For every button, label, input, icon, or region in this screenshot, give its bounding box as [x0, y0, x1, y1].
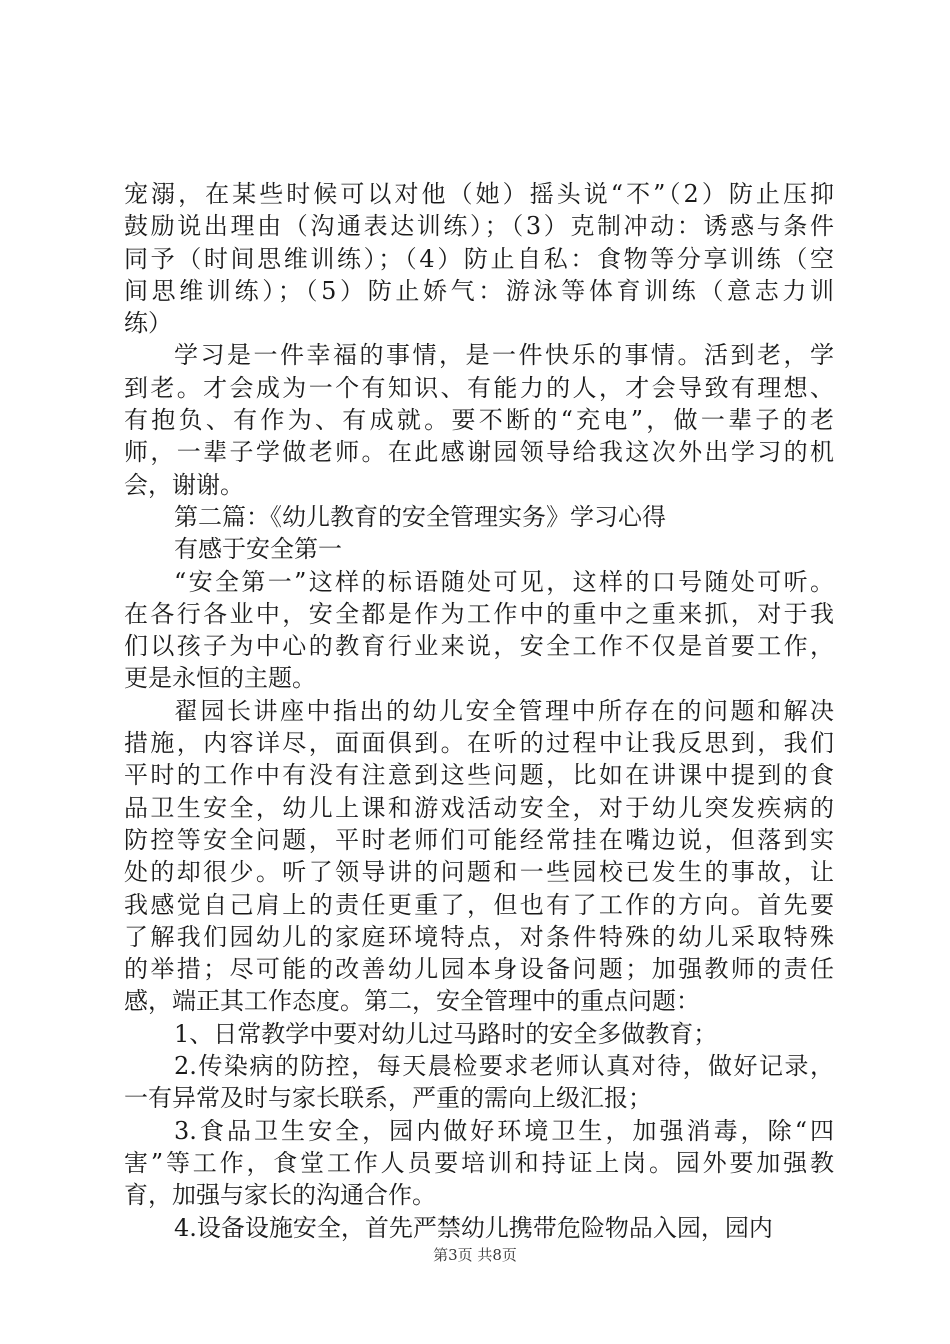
text-line: 有感于安全第一	[174, 535, 342, 564]
text-line: 4.设备设施安全，首先严禁幼儿携带危险物品入园，园内	[174, 1213, 773, 1242]
paragraph-p1	[124, 178, 834, 339]
paragraph-p10	[124, 1212, 834, 1244]
text-line: 更是永恒的主题。	[124, 664, 316, 693]
text-line: 措施，内容详尽，面面俱到。在听的过程中让我反思到，我们	[124, 729, 834, 758]
paragraph-p8	[124, 1050, 834, 1115]
text-line: 了解我们园幼儿的家庭环境特点，对条件特殊的幼儿采取特殊	[124, 922, 834, 951]
text-line: 宠溺，在某些时候可以对他（她）摇头说“不”（2）防止压抑	[124, 180, 834, 208]
text-line: 2.传染病的防控，每天晨检要求老师认真对待，做好记录，	[174, 1052, 834, 1081]
text-line: 翟园长讲座中指出的幼儿安全管理中所存在的问题和解决	[174, 696, 834, 725]
text-line: 到老。才会成为一个有知识、有能力的人，才会导致有理想、	[124, 373, 834, 402]
text-line: 有抱负、有作为、有成就。要不断的“充电”，做一辈子的老	[124, 406, 834, 435]
text-line: 害”等工作，食堂工作人员要培训和持证上岗。园外要加强教	[124, 1148, 834, 1177]
text-line: 3.食品卫生安全，园内做好环境卫生，加强消毒，除“四	[174, 1116, 834, 1145]
text-line: 感，端正其工作态度。第二，安全管理中的重点问题：	[124, 987, 700, 1016]
text-line: 防控等安全问题，平时老师们可能经常挂在嘴边说，但落到实	[124, 825, 834, 854]
page-footer: 第3页 共8页	[433, 1246, 517, 1264]
text-line: 同予（时间思维训练）；（4）防止自私：食物等分享训练（空	[124, 244, 834, 273]
text-line: 在各行各业中，安全都是作为工作中的重中之重来抓，对于我	[124, 599, 834, 628]
text-line: “安全第一”这样的标语随处可见，这样的口号随处可听。	[174, 567, 834, 596]
text-line: 处的却很少。听了领导讲的问题和一些园校已发生的事故，让	[124, 858, 834, 887]
paragraph-p9	[124, 1115, 834, 1212]
text-line: 们以孩子为中心的教育行业来说，安全工作不仅是首要工作，	[124, 632, 834, 661]
text-line: 学习是一件幸福的事情，是一件快乐的事情。活到老，学	[174, 341, 834, 370]
text-line: 1、日常教学中要对幼儿过马路时的安全多做教育；	[174, 1019, 718, 1048]
paragraph-p6	[124, 695, 834, 1018]
paragraph-p2	[124, 339, 834, 500]
text-line: 第二篇：《幼儿教育的安全管理实务》学习心得	[174, 502, 666, 531]
paragraph-p7	[124, 1018, 834, 1050]
text-line: 鼓励说出理由（沟通表达训练）；（3）克制冲动：诱惑与条件	[124, 212, 834, 241]
text-line: 品卫生安全，幼儿上课和游戏活动安全，对于幼儿突发疾病的	[124, 793, 834, 822]
text-line: 师，一辈子学做老师。在此感谢园领导给我这次外出学习的机	[124, 438, 834, 467]
paragraph-p4	[124, 533, 834, 565]
text-line: 我感觉自己肩上的责任更重了，但也有了工作的方向。首先要	[124, 890, 834, 919]
document-body	[124, 178, 834, 1244]
text-line: 一有异常及时与家长联系，严重的需向上级汇报；	[124, 1084, 652, 1113]
text-line: 练）	[124, 309, 172, 338]
text-line: 会，谢谢。	[124, 470, 244, 499]
text-line: 间思维训练）；（5）防止娇气：游泳等体育训练（意志力训	[124, 276, 834, 305]
text-line: 育，加强与家长的沟通合作。	[124, 1181, 436, 1210]
paragraph-p5	[124, 566, 834, 695]
text-line: 平时的工作中有没有注意到这些问题，比如在讲课中提到的食	[124, 761, 834, 790]
text-line: 的举措；尽可能的改善幼儿园本身设备问题；加强教师的责任	[124, 955, 834, 984]
paragraph-p3	[124, 501, 834, 533]
